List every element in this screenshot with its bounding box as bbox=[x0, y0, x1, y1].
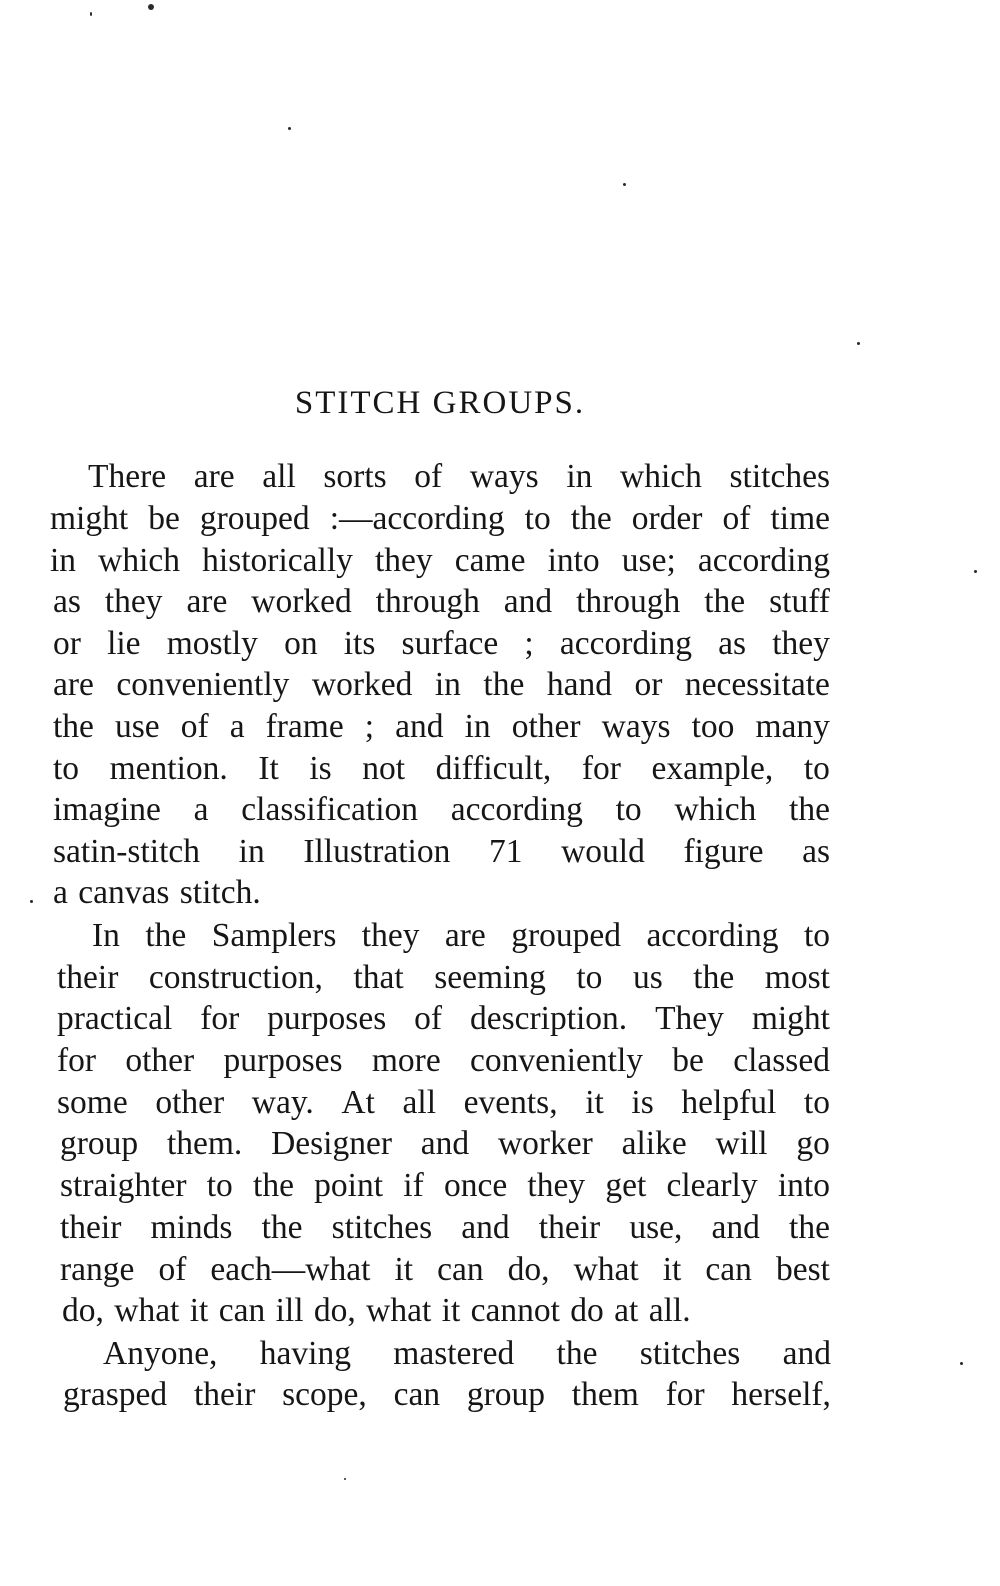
text-line: There are all sorts of ways in which stitches bbox=[88, 458, 830, 495]
scan-speck bbox=[857, 342, 860, 345]
text-line: some other way. At all events, it is helpful to bbox=[57, 1084, 830, 1121]
scan-speck bbox=[288, 127, 291, 130]
text-line: straighter to the point if once they get clearly into bbox=[60, 1167, 830, 1204]
scan-speck bbox=[974, 570, 977, 573]
text-line: satin-stitch in Illustration 71 would figure as bbox=[53, 833, 830, 870]
scan-speck bbox=[960, 1362, 963, 1365]
text-line: the use of a frame ; and in other ways too many bbox=[53, 708, 830, 745]
text-line: for other purposes more conveniently be classed bbox=[57, 1042, 830, 1079]
text-line: group them. Designer and worker alike will go bbox=[60, 1125, 830, 1162]
chapter-heading: STITCH GROUPS. bbox=[294, 385, 586, 421]
text-line: a canvas stitch. bbox=[53, 874, 261, 911]
text-line: In the Samplers they are grouped according to bbox=[92, 917, 830, 954]
scan-speck bbox=[623, 183, 626, 186]
text-line: as they are worked through and through the stuff bbox=[53, 583, 830, 620]
text-line: or lie mostly on its surface ; according as they bbox=[53, 625, 830, 662]
text-line: their construction, that seeming to us the most bbox=[57, 959, 830, 996]
scan-speck bbox=[90, 12, 92, 16]
text-line: might be grouped :—according to the order of time bbox=[50, 500, 830, 537]
text-line: range of each—what it can do, what it can best bbox=[60, 1251, 830, 1288]
text-line: grasped their scope, can group them for herself, bbox=[63, 1376, 831, 1413]
text-line: practical for purposes of description. They might bbox=[57, 1000, 830, 1037]
text-line: are conveniently worked in the hand or necessitate bbox=[53, 666, 830, 703]
scan-speck bbox=[148, 4, 154, 10]
text-line: their minds the stitches and their use, and the bbox=[60, 1209, 830, 1246]
scan-speck bbox=[30, 900, 33, 903]
text-line: imagine a classification according to which the bbox=[53, 791, 830, 828]
text-line: to mention. It is not difficult, for example, to bbox=[53, 750, 830, 787]
text-line: do, what it can ill do, what it cannot do at all. bbox=[62, 1292, 691, 1329]
text-line: Anyone, having mastered the stitches and bbox=[103, 1335, 831, 1372]
scan-speck bbox=[344, 1478, 346, 1480]
text-line: in which historically they came into use; according bbox=[50, 542, 830, 579]
